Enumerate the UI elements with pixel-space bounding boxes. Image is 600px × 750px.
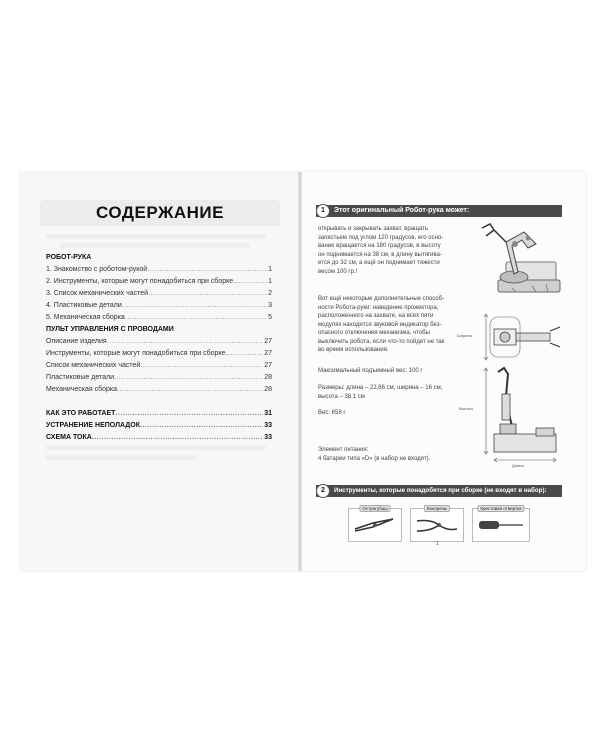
toc-entry-text: 2. Инструменты, которые могут понадобиться при сборке [46,278,234,285]
side-cutters-icon [411,509,463,541]
toc-entry-text: Инструменты, которые могут понадобиться при сборке [46,350,226,357]
page-fold [298,172,302,571]
pliers-icon [349,509,401,541]
text-line: весом 100 гр.! [318,268,358,275]
tool-side-cutters [410,508,464,542]
tool-screwdriver [472,508,530,542]
tool-label: Бокорезы [424,505,450,512]
capabilities-paragraph [318,225,443,276]
toc-entry-text: СХЕМА ТОКА [46,434,92,441]
battery-text [318,446,430,463]
text-line: Размеры: длина – 22,86 см, ширина – 16 см, [318,385,443,391]
toc-entry-page: 5 [268,314,272,321]
robot-top-view-diagram [476,311,566,363]
height-label: Высота [459,406,473,411]
toc-entry-page: 3 [268,302,272,309]
toc-entry-text: Описание изделия [46,338,107,345]
robot-side-view-diagram [476,366,566,466]
text-line: открывать и закрывать захват, вращать [318,226,429,232]
toc-entry-text: 4. Пластиковые детали [46,302,122,309]
tool-pliers [348,508,402,542]
toc-entry[interactable] [46,360,272,372]
table-of-contents [46,252,272,444]
width-label: Ширина [457,333,472,338]
toc-entry[interactable] [46,372,272,384]
toc-entry-text: 5. Механическая сборка [46,314,125,321]
toc-entry-page: 1 [268,266,272,273]
toc-entry[interactable] [46,420,272,432]
toc-entry-page: 31 [264,410,272,417]
tool-label: Острогубцы [359,505,390,512]
features-paragraph [318,295,444,355]
toc-section-heading: ПУЛЬТ УПРАВЛЕНИЯ С ПРОВОДАМИ [46,326,174,333]
toc-entry-page: 27 [264,362,272,369]
length-label: Длина [512,463,524,468]
text-line: ности Робота-руки: наведение прожектора, [318,304,439,311]
toc-section-heading: РОБОТ-РУКА [46,254,92,261]
screwdriver-icon [473,509,529,541]
toc-entry[interactable] [46,432,272,444]
toc-entry-page: 27 [264,350,272,357]
text-line: опасного отключения механизма, чтобы [318,330,430,336]
show-through-text [60,243,250,248]
text-line: запястьем под углом 120 градусов, его осно- [318,234,444,241]
toc-entry-page: 1 [268,278,272,285]
toc-entry-text: Список механических частей [46,362,141,369]
dimensions-text [318,384,442,401]
toc-entry[interactable] [46,276,272,288]
toc-entry[interactable] [46,288,272,300]
section-header-2 [316,485,562,497]
max-weight-text: Максимальный подъемный вес: 100 г [318,368,423,374]
toc-entry-text: УСТРАНЕНИЕ НЕПОЛАДОК [46,422,141,429]
text-line: ется до 32 см, а ещё он поднимает тяжести [318,260,440,266]
text-line: Элемент питания: [318,447,369,453]
toc-entry-text: Пластиковые детали [46,374,115,381]
toc-entry[interactable] [46,300,272,312]
section-number: 2 [316,484,330,498]
toc-entry-page: 2 [268,290,272,297]
text-line: вание вращается на 180 градусов, в высоту [318,243,441,249]
text-line: модулях находится звуковой индикатор без- [318,321,442,328]
toc-entry-page: 28 [264,386,272,393]
toc-entry-text: Механическая сборка [46,386,118,393]
toc-entry[interactable] [46,348,272,360]
toc-entry[interactable] [46,408,272,420]
toc-entry-page: 33 [264,422,272,429]
toc-entry[interactable] [46,312,272,324]
text-line: 4 батареи типа «D» (в набор не входят). [318,455,431,462]
show-through-text [46,445,266,450]
toc-entry[interactable] [46,336,272,348]
toc-entry-text: КАК ЭТО РАБОТАЕТ [46,410,116,417]
toc-entry-page: 27 [264,338,272,345]
page-number: 1 [436,541,439,547]
show-through-text [46,455,196,460]
weight-text: Вес: 658 г [318,410,346,416]
text-line: высота – 38,1 см [318,393,365,400]
toc-entry-page: 28 [264,374,272,381]
text-line: Вот ещё некоторые дополнительные способ- [318,296,445,302]
section-number: 1 [316,204,330,218]
toc-entry[interactable] [46,264,272,276]
robot-arm-photo [476,222,564,300]
text-line: выключить робота, если что-то пойдет не так [318,338,445,345]
text-line: расположенного на захвате, на всех пяти [318,313,434,319]
text-line: во время использования. [318,347,389,353]
section-title: Инструменты, которые понадобятся при сборке (не входят в набор): [334,487,547,494]
toc-title: СОДЕРЖАНИЕ [40,200,280,226]
toc-entry-page: 33 [264,434,272,441]
toc-entry[interactable] [46,384,272,396]
text-line: он поднимается на 38 см, в длину вытягива- [318,251,442,258]
section-title: Этот оригинальный Робот-рука может: [334,207,470,214]
toc-entry-text: 3. Список механических частей [46,290,149,297]
toc-entry-text: 1. Знакомство с роботом-рукой [46,266,148,273]
show-through-text [46,234,266,239]
tool-label: Крестовая отвертка [477,505,524,512]
section-header-1 [316,205,562,217]
